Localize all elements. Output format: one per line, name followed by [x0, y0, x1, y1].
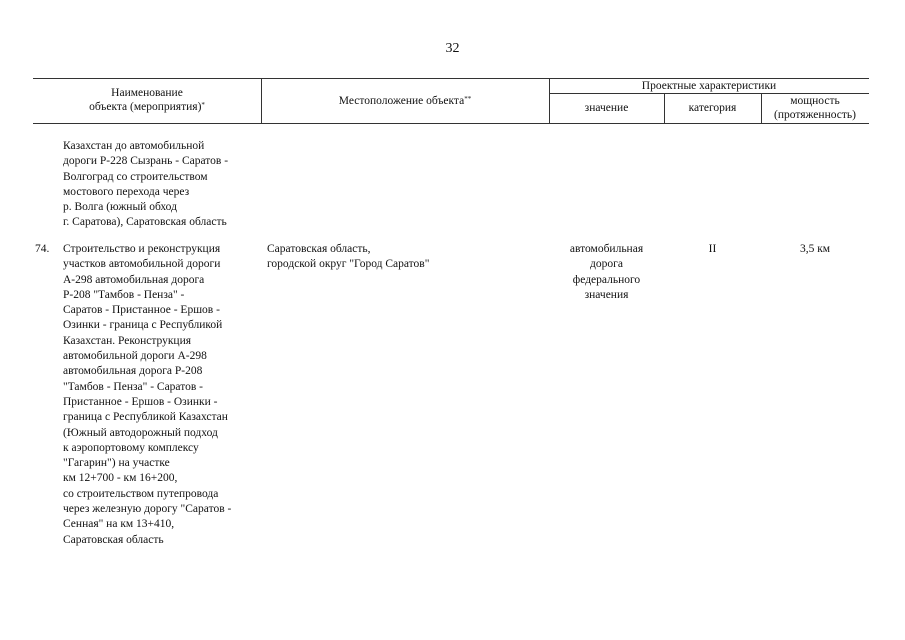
- header-location-footnote-mark: **: [464, 95, 472, 103]
- header-capacity-column: мощность (протяженность): [774, 95, 856, 121]
- row-number: 74.: [35, 243, 50, 255]
- row-name-text: Строительство и реконструкция участков автомобильной дороги А-298 автомобильная дорога Р-208 "Тамбов - Пенза" - Саратов - Пристанное - Ершов - Озинки - граница с Республикой Казахстан. Реконструкция автомобильной дороги А-298 автомобильная дорога Р-208 "Тамбов - Пенза" - Саратов - Пристанное - Ершов - Озинки - граница с Республикой Казахстан (Южный автодорожный подход к аэропортовому комплексу "Гагарин") на участке км 12+700 - км 16+200, со строительством путепровода через железную дорогу "Саратов - Сенная" на км 13+410, Саратовская область: [63, 243, 232, 546]
- header-name-column: [33, 86, 261, 114]
- header-category-column: категория: [688, 102, 737, 114]
- row-capacity-text: 3,5 км: [799, 243, 831, 255]
- continuation-name-text: Казахстан до автомобильной дороги Р-228 Сызрань - Саратов - Волгоград со строительством мостового перехода через р. Волга (южный обход г. Саратова), Саратовская область: [63, 140, 229, 229]
- row-location-text: Саратовская область, городской округ "Город Саратов": [267, 243, 430, 271]
- header-location-text: Местоположение объекта: [338, 95, 465, 107]
- page-number: 32: [445, 41, 460, 56]
- header-bottom-rule: [33, 123, 869, 124]
- row-category-text: II: [708, 243, 717, 255]
- header-name-text: Наименование объекта (мероприятия): [89, 87, 202, 113]
- header-name-footnote-mark: *: [201, 101, 205, 109]
- header-group-title: Проектные характеристики: [641, 80, 777, 92]
- header-location-column: [261, 94, 549, 108]
- header-value-column: значение: [584, 102, 629, 114]
- row-value-text: автомобильная дорога федерального значения: [569, 243, 644, 301]
